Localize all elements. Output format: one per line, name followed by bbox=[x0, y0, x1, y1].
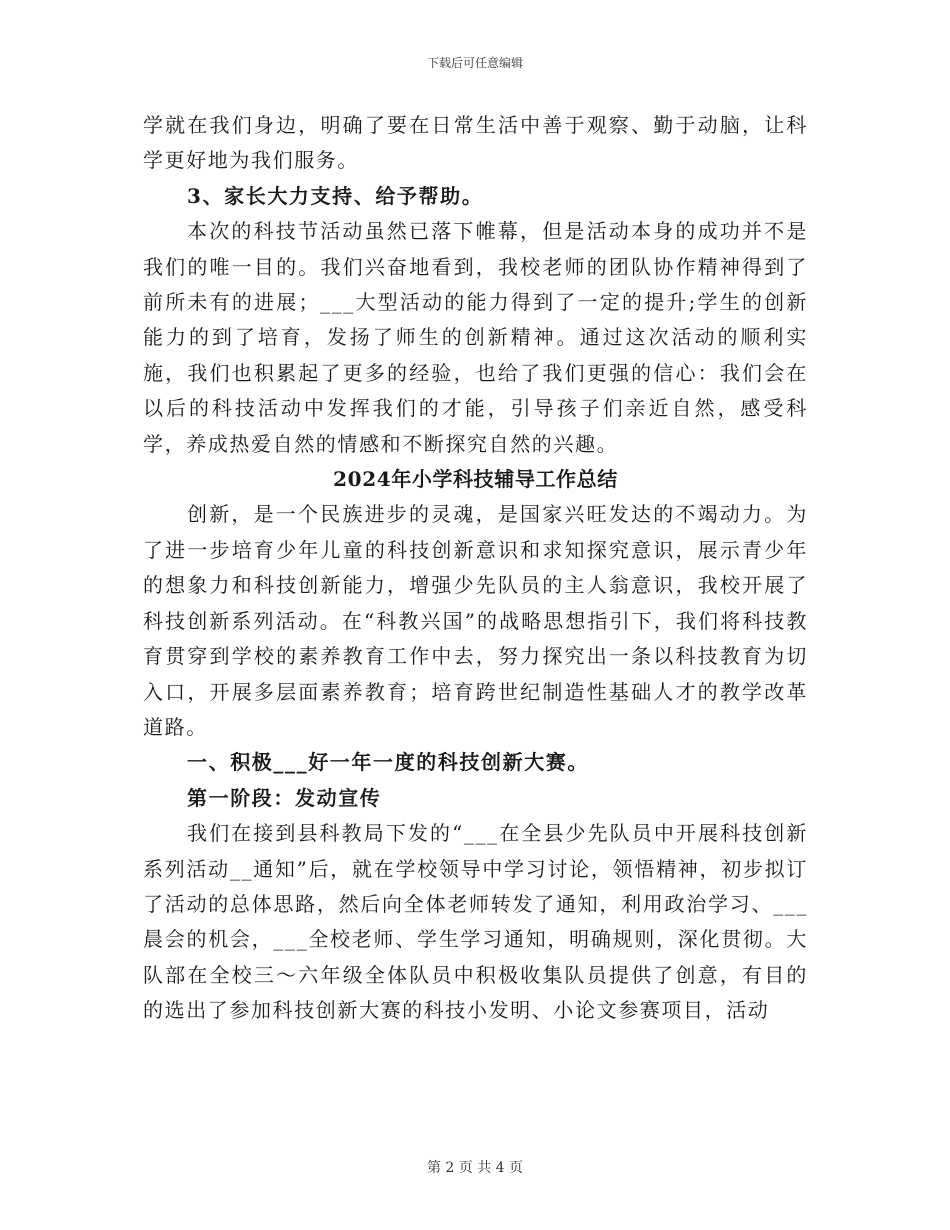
page-header-note: 下载后可任意编辑 bbox=[426, 56, 523, 70]
paragraph-innovation-intro: 创新，是一个民族进步的灵魂，是国家兴旺发达的不竭动力。为了进一步培育少年儿童的科技创新意识和求知探究意识，展示青少年的想象力和科技创新能力，增强少先队员的主人翁意识，我校开展了科技创新系列活动。在“科教兴国”的战略思想指引下，我们将科技教育贯穿到学校的素养教育工作中去，努力探究出一条以科技教育为切入口，开展多层面素养教育；培育跨世纪制造性基础人才的教学改革道路。 bbox=[143, 502, 808, 739]
document-body bbox=[143, 108, 808, 1029]
paragraph-continuation: 学就在我们身边，明确了要在日常生活中善于观察、勤于动脑，让科学更好地为我们服务。 bbox=[143, 113, 808, 173]
section-heading-competition: 一、积极___好一年一度的科技创新大赛。 bbox=[187, 750, 589, 775]
subsection-heading-stage-one: 第一阶段：发动宣传 bbox=[187, 785, 382, 810]
paragraph-stage-one-detail: 我们在接到县科教局下发的“___在全县少先队员中开展科技创新系列活动__通知”后，就在学校领导中学习讨论，领悟精神，初步拟订了活动的总体思路，然后向全体老师转发了通知，利用政治学习、___晨会的机会，___全校老师、学生学习通知，明确规则，深化贯彻。大队部在全校三～六年级全体队员中积极收集队员提供了创意，有目的的选出了参加科技创新大赛的科技小发明、小论文参赛项目，活动 bbox=[143, 821, 808, 1023]
paragraph-festival-summary: 本次的科技节活动虽然已落下帷幕，但是活动本身的成功并不是我们的唯一目的。我们兴奋地看到，我校老师的团队协作精神得到了前所未有的进展；___大型活动的能力得到了一定的提升;学生的创新能力的到了培育，发扬了师生的创新精神。通过这次活动的顺利实施，我们也积累起了更多的经验，也给了我们更强的信心：我们会在以后的科技活动中发挥我们的才能，引导孩子们亲近自然，感受科学，养成热爱自然的情感和不断探究自然的兴趣。 bbox=[143, 219, 808, 456]
page-footer-number: 第 2 页 共 4 页 bbox=[426, 1160, 524, 1176]
document-title: 2024年小学科技辅导工作总结 bbox=[333, 467, 618, 492]
section-heading-parent-support: 3、家长大力支持、给予帮助。 bbox=[187, 183, 484, 208]
